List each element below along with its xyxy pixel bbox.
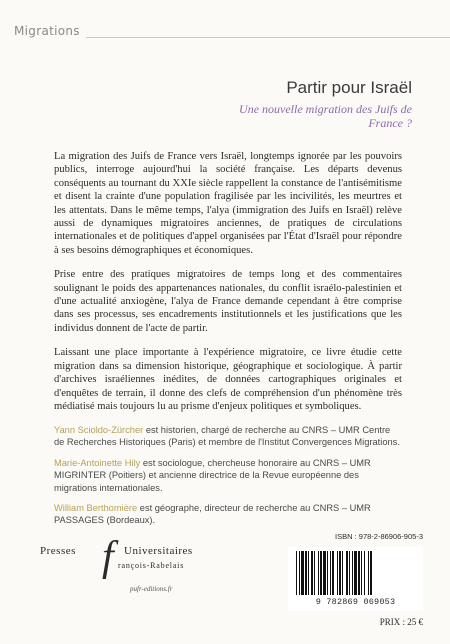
paragraph: La migration des Juifs de France vers Israël, longtemps ignorée par les pouvoirs publics, interroge aujourd'hui la société française. Les départs devenus conséquents au tournant du XXIe siècle rappellent la constance de l'antisémitisme et disent la crainte d'une population fragilisée par les incivilités, les meurtres et les attentats. Dans le même temps, l'alya (immigration des Juifs en Israël) relève aussi de dynamiques migratoires anciennes, de pratiques de circulations internationales et de politiques d'appel organisées par l'État d'Israël pour répondre à ses besoins démographiques et économiques.	[54, 151, 402, 256]
book-title: Partir pour Israël	[286, 78, 412, 97]
author-name: Marie-Antoinette Hily	[54, 457, 141, 468]
back-cover-text	[54, 150, 402, 424]
book-subtitle: Une nouvelle migration des Juifs de France ?	[239, 102, 412, 130]
author-bio	[54, 502, 402, 527]
paragraph: Laissant une place importante à l'expérience migratoire, ce livre étudie cette migration dans sa dimension historique, géographique et sociologique. À partir d'archives israéliennes inédites, de données cartographiques originales et d'enquêtes de terrain, il donne des clefs de compréhension d'un phénomène très médiatisé mais toujours lu au prisme d'enjeux politiques et symboliques.	[54, 347, 402, 412]
publisher-url: pufr-editions.fr	[130, 585, 173, 593]
barcode-bar	[301, 551, 304, 595]
barcode-bar	[330, 551, 331, 595]
author-description: est géographe, directeur de recherche au CNRS – UMR PASSAGES (Bordeaux).	[54, 503, 371, 526]
publisher-letter: f	[102, 534, 114, 580]
author-name: William Berthomière	[54, 503, 138, 514]
barcode-bar	[323, 551, 326, 595]
series-name: Migrations	[14, 24, 80, 38]
barcode-bar	[370, 551, 372, 595]
author-bio	[54, 457, 402, 494]
barcode-bar	[314, 551, 315, 595]
barcode-bar	[354, 551, 357, 595]
series-header	[0, 0, 450, 58]
barcode-bar	[368, 551, 369, 595]
barcode-bar	[320, 551, 322, 595]
author-description: est historien, chargé de recherche au CNRS – UMR Centre de Recherches Historiques (Paris) et membre de l'Institut Convergences Migrations.	[54, 425, 400, 448]
author-bio	[54, 424, 402, 449]
barcode-bar	[346, 551, 348, 595]
barcode-bar	[311, 551, 313, 595]
barcode-bar	[358, 551, 360, 595]
barcode-bar	[299, 551, 300, 595]
barcode-bars	[294, 551, 417, 597]
publisher-line2: Universitaires	[124, 545, 193, 557]
paragraph: Prise entre des pratiques migratoires de temps long et des commentaires soulignant le poids des appartenances nationales, du conflit israélo-palestinien et d'une actualité anxiogène, l'alya de France demande cependant à être comprise dans ses processus, ses encadrements institutionnels et les justifications que les individus donnent de l'acte de partir.	[54, 269, 402, 334]
barcode	[288, 547, 423, 611]
publisher-line3: rançois-Rabelais	[118, 561, 185, 570]
barcode-block	[288, 532, 423, 627]
barcode-bar	[327, 551, 328, 595]
barcode-bar	[349, 551, 350, 595]
barcode-bar	[364, 551, 365, 595]
barcode-bar	[352, 551, 353, 595]
barcode-bar	[339, 551, 341, 595]
author-description: est sociologue, chercheuse honoraire au CNRS – UMR MIGRINTER (Poitiers) et ancienne directrice de la Revue européenne des migrations internationales.	[54, 457, 371, 493]
publisher-logo	[40, 535, 220, 615]
barcode-digits: 9 782869 069053	[315, 597, 396, 607]
barcode-bar	[342, 551, 343, 595]
author-name: Yann Scioldo-Zürcher	[54, 425, 144, 435]
barcode-bar	[296, 551, 297, 595]
barcode-bar	[337, 551, 338, 595]
author-bios	[54, 424, 402, 535]
barcode-bar	[305, 551, 307, 595]
isbn: ISBN : 978-2-86906-905-3	[335, 532, 423, 541]
series-divider	[86, 37, 450, 38]
barcode-bar	[308, 551, 309, 595]
barcode-bar	[361, 551, 362, 595]
publisher-line1: Presses	[40, 545, 76, 557]
barcode-bar	[318, 551, 319, 595]
price: PRIX : 25 €	[379, 617, 423, 627]
barcode-bar	[332, 551, 334, 595]
